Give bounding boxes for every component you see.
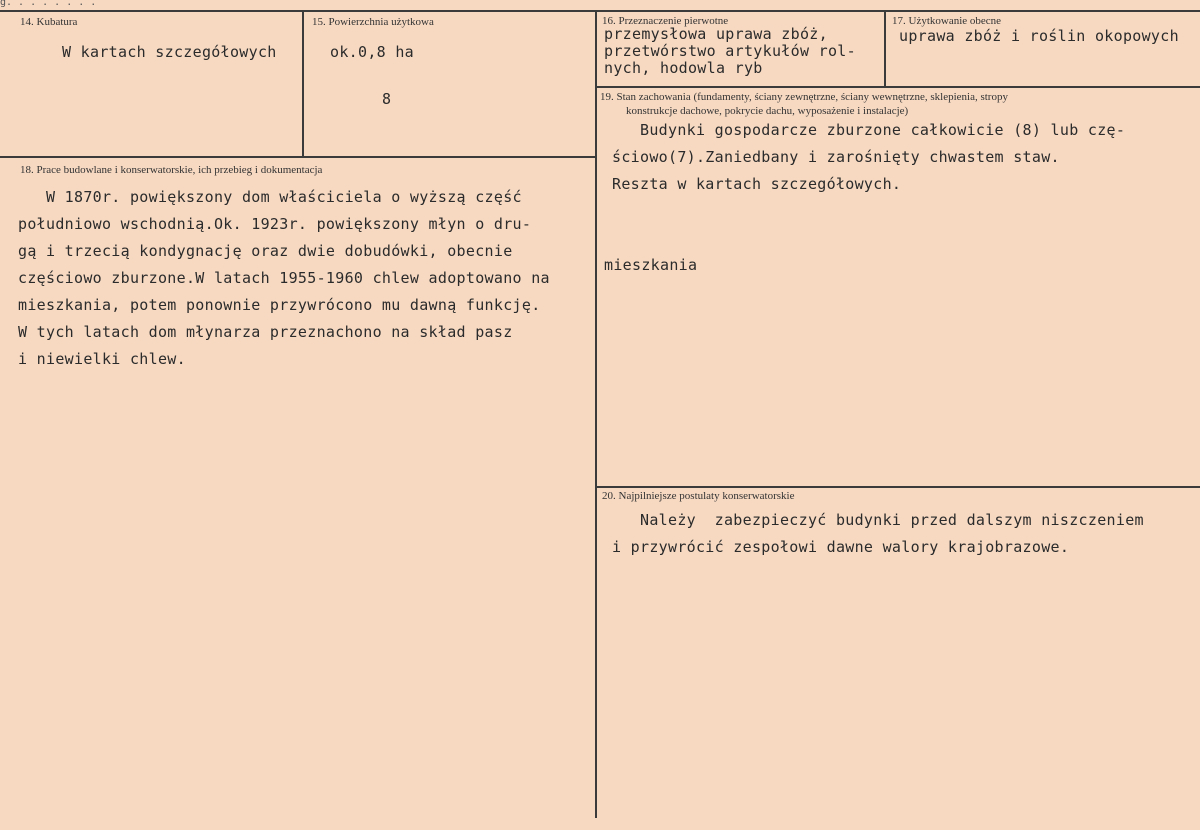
field18-line: i niewielki chlew. bbox=[18, 350, 186, 368]
field20-label: 20. Najpilniejsze postulaty konserwatorskie bbox=[602, 490, 795, 502]
field15-label: 15. Powierzchnia użytkowa bbox=[312, 16, 434, 28]
field18-text bbox=[18, 184, 550, 373]
field18-overflow-word: mieszkania bbox=[604, 256, 698, 274]
field19-line: Reszta w kartach szczegółowych. bbox=[612, 175, 902, 193]
field15-value: ok.0,8 ha bbox=[330, 43, 414, 61]
field18-line: częściowo zburzone.W latach 1955-1960 chlew adoptowano na bbox=[18, 269, 550, 287]
field17-value: uprawa zbóż i roślin okopowych bbox=[899, 27, 1179, 45]
field14-label: 14. Kubatura bbox=[20, 16, 78, 28]
field19-line: ściowo(7).Zaniedbany i zarośnięty chwastem staw. bbox=[612, 148, 1060, 166]
field14-value: W kartach szczegółowych bbox=[62, 43, 277, 61]
field18-line: gą i trzecią kondygnację oraz dwie dobudówki, obecnie bbox=[18, 242, 513, 260]
field18-line: mieszkania, potem ponownie przywrócono mu dawną funkcję. bbox=[18, 296, 541, 314]
field16-line: przetwórstwo artykułów rol- bbox=[604, 42, 856, 60]
divider-below-16-17 bbox=[596, 86, 1200, 88]
field16-line: przemysłowa uprawa zbóż, bbox=[604, 25, 828, 43]
field20-line: i przywrócić zespołowi dawne walory krajobrazowe. bbox=[612, 538, 1070, 556]
field19-label-2: konstrukcje dachowe, pokrycie dachu, wyposażenie i instalacje) bbox=[626, 105, 909, 117]
divider-16-17 bbox=[884, 10, 886, 87]
field20-line: Należy zabezpieczyć budynki przed dalszym niszczeniem bbox=[612, 511, 1144, 529]
field18-line: W tych latach dom młynarza przeznachono na skład pasz bbox=[18, 323, 513, 341]
field19-text bbox=[612, 117, 1125, 198]
field18-line: W 1870r. powiększony dom właściciela o wyższą część bbox=[18, 188, 522, 206]
divider-below-14-15 bbox=[0, 156, 596, 158]
field18-line: południowo wschodnią.Ok. 1923r. powiększony młyn o dru- bbox=[18, 215, 532, 233]
field19-label-1: 19. Stan zachowania (fundamenty, ściany zewnętrzne, ściany wewnętrzne, sklepienia, stropy bbox=[600, 91, 1008, 103]
divider-14-15 bbox=[302, 10, 304, 157]
divider-main-vertical bbox=[595, 10, 597, 818]
header-fragment: g. . . . . . . . bbox=[0, 0, 97, 8]
field16-label: 16. Przeznaczenie pierwotne bbox=[602, 15, 729, 27]
field15-count: 8 bbox=[382, 90, 392, 108]
field20-text bbox=[612, 507, 1144, 561]
field19-line: Budynki gospodarcze zburzone całkowicie (8) lub czę- bbox=[612, 121, 1126, 139]
field18-label: 18. Prace budowlane i konserwatorskie, ich przebieg i dokumentacja bbox=[20, 164, 323, 176]
field17-label: 17. Użytkowanie obecne bbox=[892, 15, 1002, 27]
field16-line: nych, hodowla ryb bbox=[604, 59, 763, 77]
divider-above-20 bbox=[596, 486, 1200, 488]
top-border bbox=[0, 10, 1200, 12]
field16-text bbox=[604, 26, 856, 77]
